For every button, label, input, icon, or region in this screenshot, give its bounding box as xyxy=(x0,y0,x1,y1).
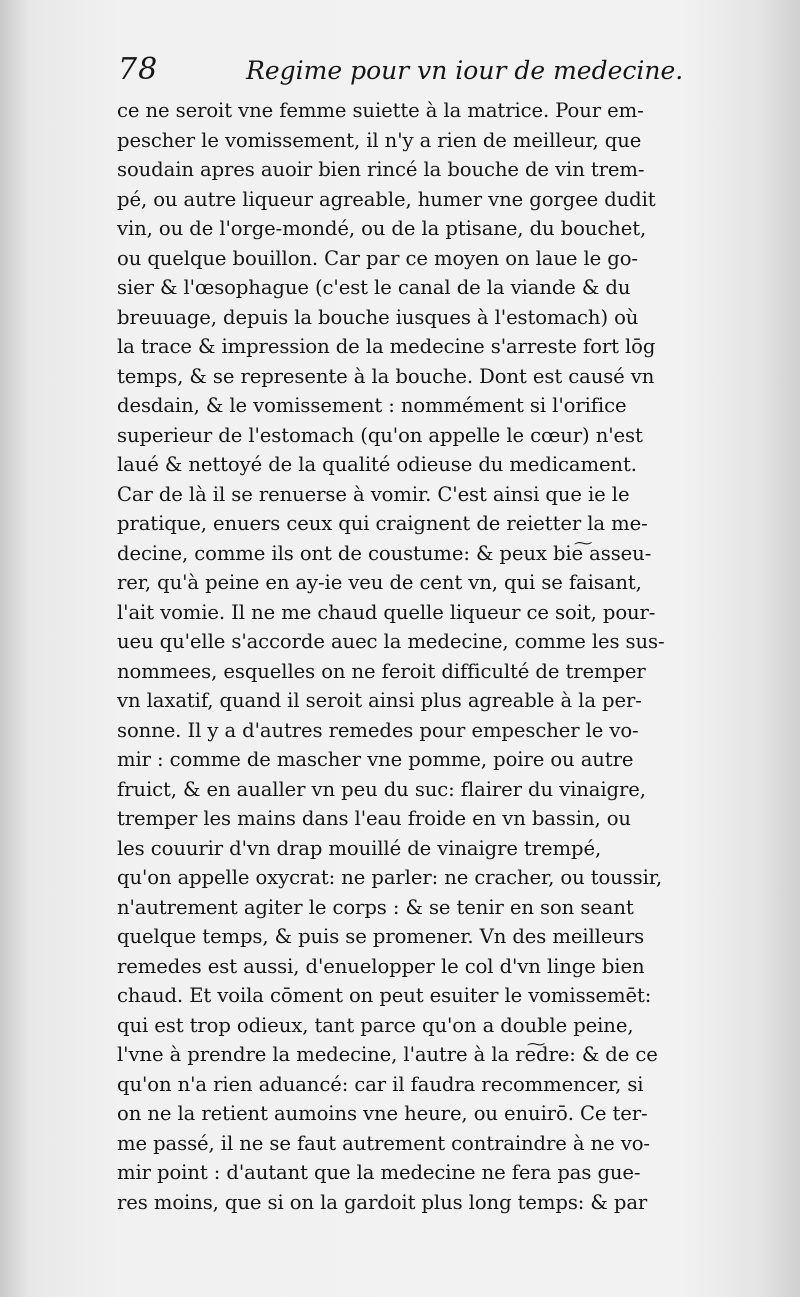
text-line: qui est trop odieux, tant parce qu'on a double peine, xyxy=(117,1013,634,1037)
show-through-mark xyxy=(10,560,90,580)
text-line: decine, comme ils ont de coustume: & peux bie͠ asseu- xyxy=(117,541,652,565)
text-line: pratique, enuers ceux qui craignent de reietter la me- xyxy=(117,512,648,535)
text-line: la trace & impression de la medecine s'arreste fort lōg xyxy=(117,335,656,358)
text-line: vn laxatif, quand il seroit ainsi plus agreable à la per- xyxy=(117,689,642,712)
text-line: breuuage, depuis la bouche iusques à l'estomach) où xyxy=(117,305,639,329)
text-line: remedes est aussi, d'enuelopper le col d'vn linge bien xyxy=(117,954,645,978)
text-line: sonne. Il y a d'autres remedes pour empescher le vo- xyxy=(117,718,639,742)
text-line: n'autrement agiter le corps : & se tenir en son seant xyxy=(117,895,634,919)
text-line: mir : comme de mascher vne pomme, poire ou autre xyxy=(117,748,634,771)
text-line: me passé, il ne se faut autrement contraindre à ne vo- xyxy=(117,1131,650,1155)
text-line: quelque temps, & puis se promener. Vn des meilleurs xyxy=(117,925,645,948)
page-number: 78 xyxy=(118,52,159,87)
text-line: laué & nettoyé de la qualité odieuse du medicament. xyxy=(117,453,637,476)
text-line: ou quelque bouillon. Car par ce moyen on laue le go- xyxy=(117,246,638,270)
text-line: vin, ou de l'orge-mondé, ou de la ptisane, du bouchet, xyxy=(117,217,647,240)
text-line: qu'on appelle oxycrat: ne parler: ne cracher, ou toussir, xyxy=(117,866,663,889)
text-line: on ne la retient aumoins vne heure, ou enuirō. Ce ter- xyxy=(117,1102,648,1125)
text-line: tremper les mains dans l'eau froide en vn bassin, ou xyxy=(117,807,631,830)
text-line: les couurir d'vn drap mouillé de vinaigre trempé, xyxy=(117,836,602,860)
text-line: rer, qu'à peine en ay-ie veu de cent vn, qui se faisant, xyxy=(117,571,642,594)
text-line: pescher le vomissement, il n'y a rien de meilleur, que xyxy=(117,128,642,152)
text-line: res moins, que si on la gardoit plus long temps: & par xyxy=(117,1190,648,1214)
text-line: ueu qu'elle s'accorde auec la medecine, comme les sus- xyxy=(117,630,665,653)
running-head: Regime pour vn iour de medecine. xyxy=(246,56,684,85)
text-line: soudain apres auoir bien rincé la bouche de vin trem- xyxy=(117,158,645,181)
text-line: chaud. Et voila cōment on peut esuiter le vomissemēt: xyxy=(117,984,652,1007)
text-line: l'ait vomie. Il ne me chaud quelle liqueur ce soit, pour- xyxy=(117,600,656,624)
text-line: desdain, & le vomissement : nommément si l'orifice xyxy=(117,394,627,417)
text-line: nommees, esquelles on ne feroit difficulté de tremper xyxy=(117,659,646,683)
text-line: ce ne seroit vne femme suiette à la matrice. Pour em- xyxy=(117,99,644,122)
text-line: l'vne à prendre la medecine, l'autre à la re͠dre: & de ce xyxy=(117,1043,658,1066)
text-line: superieur de l'estomach (qu'on appelle le cœur) n'est xyxy=(117,423,643,447)
text-line: Car de là il se renuerse à vomir. C'est ainsi que ie le xyxy=(117,482,630,506)
text-line: fruict, & en aualler vn peu du suc: flairer du vinaigre, xyxy=(117,777,646,801)
body-text xyxy=(117,96,737,1217)
text-line: sier & l'œsophague (c'est le canal de la viande & du xyxy=(117,276,631,299)
text-line: qu'on n'a rien aduancé: car il faudra recommencer, si xyxy=(117,1072,644,1096)
text-line: pé, ou autre liqueur agreable, humer vne gorgee dudit xyxy=(117,187,656,211)
text-line: temps, & se represente à la bouche. Dont est causé vn xyxy=(117,364,655,388)
text-line: mir point : d'autant que la medecine ne fera pas gue- xyxy=(117,1161,641,1184)
page-header xyxy=(118,52,748,96)
